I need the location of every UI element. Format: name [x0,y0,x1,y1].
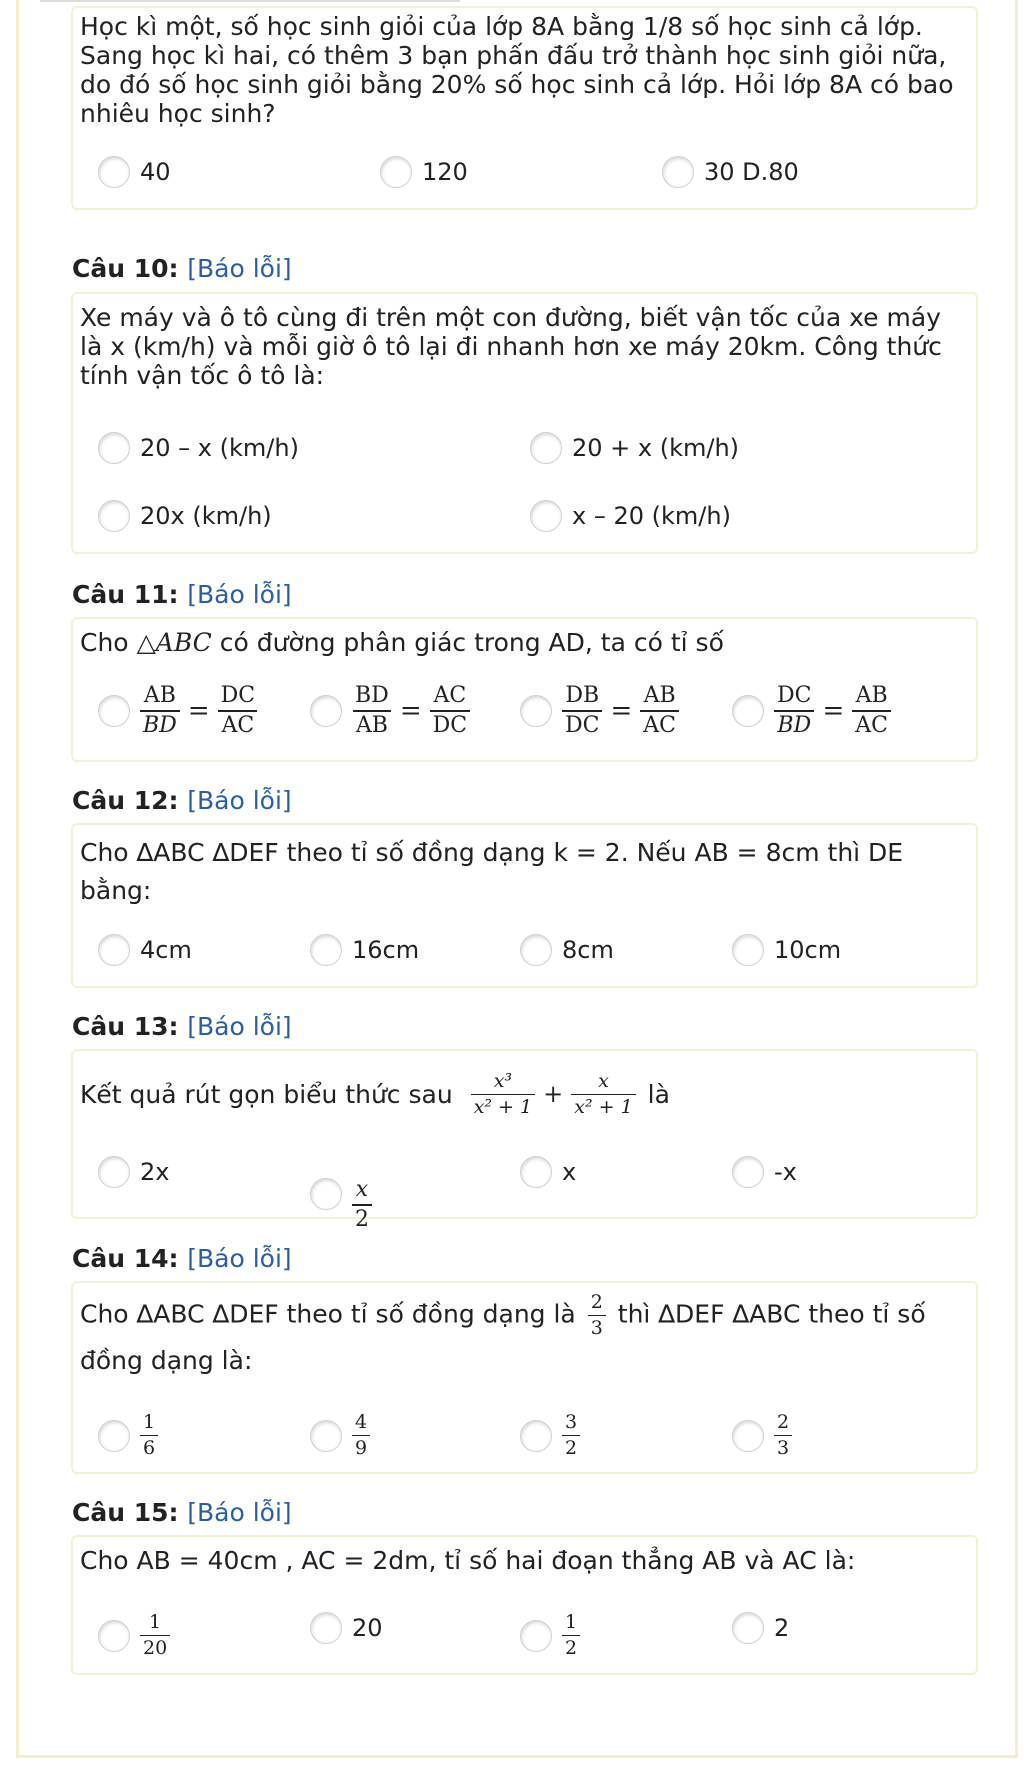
question-10-heading: Câu 10: [Báo lỗi] [72,254,292,283]
question-14-heading: Câu 14: [Báo lỗi] [72,1244,292,1273]
report-error-link[interactable]: [Báo lỗi] [187,580,292,609]
radio-button[interactable] [520,1420,552,1452]
radio-button[interactable] [310,1612,342,1644]
q15-option-b[interactable]: 20 [310,1612,383,1644]
question-13-text: Kết quả rút gọn biểu thức sau $\frac{\text{x³}}{\text{x² + 1}}$ + $\frac{x}{\text{x² + 1}}$ là [80,1069,670,1118]
radio-button[interactable] [310,695,342,727]
q15-option-d[interactable]: 2 [732,1612,789,1644]
question-11-heading: Câu 11: [Báo lỗi] [72,580,292,609]
question-15-heading: Câu 15: [Báo lỗi] [72,1498,292,1527]
radio-button[interactable] [98,1156,130,1188]
q12-option-c[interactable]: 8cm [520,934,614,966]
q10-option-c[interactable]: 20x (km/h) [98,500,272,532]
q14-option-a[interactable]: $\frac{1}{6}$ [98,1412,158,1459]
q10-option-d[interactable]: x – 20 (km/h) [530,500,731,532]
q15-option-a[interactable]: $\frac{1}{20}$ [98,1612,170,1659]
radio-button[interactable] [530,432,562,464]
radio-button[interactable] [310,1420,342,1452]
q14-option-b[interactable]: $\frac{4}{9}$ [310,1412,370,1459]
q12-option-a[interactable]: 4cm [98,934,192,966]
q14-option-d[interactable]: $\frac{2}{3}$ [732,1412,792,1459]
radio-button[interactable] [520,934,552,966]
q11-option-b[interactable]: $\frac{BD}{AB}$ = $\frac{AC}{DC}$ [310,684,470,738]
radio-button[interactable] [380,156,412,188]
question-11-text: Cho △ABC có đường phân giác trong AD, ta có tỉ số [80,628,724,657]
radio-button[interactable] [98,695,130,727]
question-15-text: Cho AB = 40cm , AC = 2dm, tỉ số hai đoạn thẳng AB và AC là: [80,1546,856,1575]
triangle-symbol: △ABC [136,628,212,657]
radio-button[interactable] [732,695,764,727]
radio-button[interactable] [732,934,764,966]
radio-button[interactable] [520,695,552,727]
question-13-heading: Câu 13: [Báo lỗi] [72,1012,292,1041]
radio-button[interactable] [732,1612,764,1644]
q13-option-b[interactable]: $\frac{x}{2}$ [310,1156,372,1232]
question-12-text: Cho ∆ABC ∆DEF theo tỉ số đồng dạng k = 2. Nếu AB = 8cm thì DE bằng: [80,838,904,905]
radio-button[interactable] [530,500,562,532]
q10-option-a[interactable]: 20 – x (km/h) [98,432,299,464]
q15-option-c[interactable]: $\frac{1}{2}$ [520,1612,580,1659]
report-error-link[interactable]: [Báo lỗi] [187,1012,292,1041]
report-error-link[interactable]: [Báo lỗi] [187,786,292,815]
radio-button[interactable] [732,1156,764,1188]
q11-option-d[interactable]: $\frac{DC}{BD}$ = $\frac{AB}{AC}$ [732,684,891,738]
q13-option-c[interactable]: x [520,1156,576,1188]
radio-button[interactable] [662,156,694,188]
question-10-text: Xe máy và ô tô cùng đi trên một con đường, biết vận tốc của xe máy là x (km/h) và mỗi giờ ô tô lại đi nhanh hơn xe máy 20km. Công thức tính vận tốc ô tô là: [80,303,942,390]
radio-button[interactable] [310,1178,342,1210]
report-error-link[interactable]: [Báo lỗi] [187,1244,292,1273]
q10-option-b[interactable]: 20 + x (km/h) [530,432,739,464]
q11-option-a[interactable]: $\frac{AB}{BD}$ = $\frac{DC}{AC}$ [98,684,258,738]
top-divider [40,0,460,2]
radio-button[interactable] [98,1620,130,1652]
radio-button[interactable] [520,1156,552,1188]
radio-button[interactable] [98,156,130,188]
radio-button[interactable] [98,934,130,966]
q13-option-a[interactable]: 2x [98,1156,169,1188]
question-9-text: Học kì một, số học sinh giỏi của lớp 8A bằng 1/8 số học sinh cả lớp. Sang học kì hai, có thêm 3 bạn phấn đấu trở thành học sinh giỏi nữa, do đó số học sinh giỏi bằng 20% số học sinh cả lớp. Hỏi lớp 8A có bao nhiêu học sinh? [80,12,954,128]
radio-button[interactable] [732,1420,764,1452]
question-14-text: Cho ∆ABC ∆DEF theo tỉ số đồng dạng là $\frac{2}{3}$ thì ∆DEF ∆ABC theo tỉ số đồng dạng là: [80,1291,926,1375]
report-error-link[interactable]: [Báo lỗi] [187,1498,292,1527]
q12-option-b[interactable]: 16cm [310,934,419,966]
question-12-heading: Câu 12: [Báo lỗi] [72,786,292,815]
radio-button[interactable] [98,500,130,532]
q11-option-c[interactable]: $\frac{DB}{DC}$ = $\frac{AB}{AC}$ [520,684,679,738]
q12-option-d[interactable]: 10cm [732,934,841,966]
radio-button[interactable] [520,1620,552,1652]
q9-option-c[interactable]: 30 D.80 [662,156,799,188]
radio-button[interactable] [98,432,130,464]
q14-option-c[interactable]: $\frac{3}{2}$ [520,1412,580,1459]
radio-button[interactable] [98,1420,130,1452]
radio-button[interactable] [310,934,342,966]
report-error-link[interactable]: [Báo lỗi] [187,254,292,283]
q13-option-d[interactable]: -x [732,1156,797,1188]
q9-option-b[interactable]: 120 [380,156,468,188]
q9-option-a[interactable]: 40 [98,156,171,188]
